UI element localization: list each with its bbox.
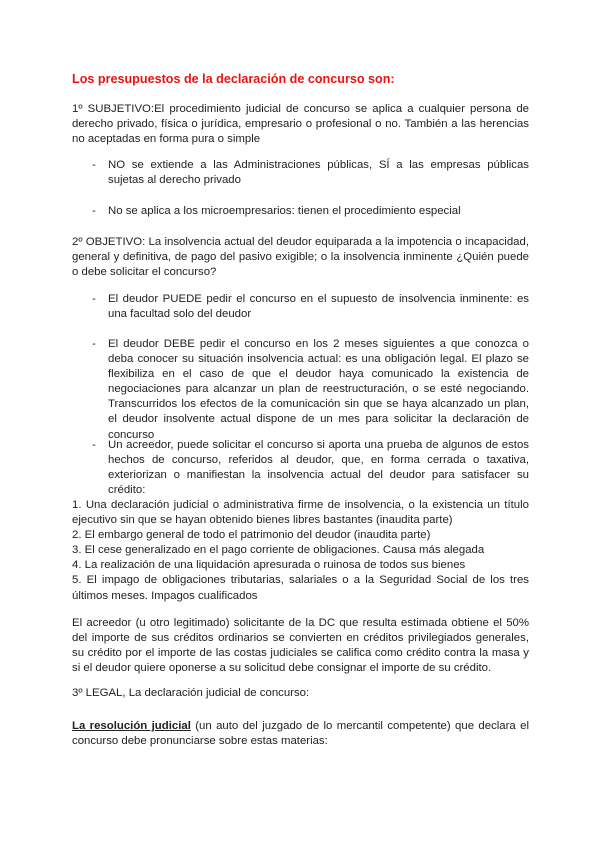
bullet-text: El deudor PUEDE pedir el concurso en el supuesto de insolvencia inminente: es una facultad solo del deudor	[108, 293, 529, 321]
bullet-text: No se aplica a los microempresarios: tienen el procedimiento especial	[108, 205, 461, 217]
bullet-text: Un acreedor, puede solicitar el concurso si aporta una prueba de algunos de estos hechos de concurso, referidos al deudor, que, en forma cerrada o taxativa, exteriorizan o manifiestan la insolvencia actual del deudor para satisfacer su crédito:	[108, 439, 529, 497]
bullet-item	[92, 292, 529, 322]
hecho-item: 1. Una declaración judicial o administrativa firme de insolvencia, o la existencia un título ejecutivo sin que se hayan obtenido bienes libres bastantes (inaudita parte)	[72, 499, 529, 527]
bullet-text: NO se extiende a las Administraciones públicas, SÍ a las empresas públicas sujetas al derecho privado	[108, 159, 529, 187]
bullet-dash: -	[92, 439, 96, 451]
bullet-item	[92, 438, 529, 498]
bullet-item	[92, 337, 529, 443]
resolucion-label: La resolución judicial	[72, 720, 191, 732]
resolucion-text: (un auto del juzgado de lo mercantil competente) que declara el concurso debe pronunciarse sobre estas materias:	[72, 720, 529, 748]
paragraph-subjetivo: 1º SUBJETIVO:El procedimiento judicial de concurso se aplica a cualquier persona de derecho privado, física o jurídica, empresario o profesional o no. También a las herencias no aceptadas en forma pura o simple	[72, 103, 529, 146]
hecho-item: 3. El cese generalizado en el pago corriente de obligaciones. Causa más alegada	[72, 544, 485, 557]
paragraph-objetivo: 2º OBJETIVO: La insolvencia actual del deudor equiparada a la impotencia o incapacidad, general y definitiva, de pago del pasivo exigible; o la insolvencia inminente ¿Quién puede o debe solicitar el concurso?	[72, 236, 529, 279]
bullet-text: El deudor DEBE pedir el concurso en los 2 meses siguientes a que conozca o deba conocer su situación insolvencia actual: es una obligación legal. El plazo se flexibiliza en el caso de que el deudor haya comunicado la existencia de negociaciones para alcanzar un plan de reestructuración, o se esté negociando. Transcurridos los efectos de la comunicación sin que se haya alcanzado un plan, el deudor insolvente actual dispone de un mes para solicitar la declaración de concurso	[108, 338, 529, 441]
bullet-item	[92, 158, 529, 188]
bullet-item	[92, 204, 529, 219]
paragraph-acreedor: El acreedor (u otro legitimado) solicitante de la DC que resulta estimada obtiene el 50% del importe de sus créditos ordinarios se convierten en créditos privilegiados generales, su crédito por el importe de las costas judiciales se califica como crédito contra la masa y si el deudor quiere oponerse a su solicitud debe consignar el importe de su crédito.	[72, 617, 529, 675]
hecho-item: 5. El impago de obligaciones tributarias, salariales o a la Seguridad Social de los tres últimos meses. Impagos cualificados	[72, 574, 529, 602]
bullet-dash: -	[92, 205, 96, 217]
hecho-item: 2. El embargo general de todo el patrimonio del deudor (inaudita parte)	[72, 529, 431, 542]
hechos-list	[72, 498, 529, 604]
bullet-dash: -	[92, 159, 96, 171]
bullet-dash: -	[92, 293, 96, 305]
hecho-item: 4. La realización de una liquidación apresurada o ruinosa de todos sus bienes	[72, 559, 466, 572]
bullet-dash: -	[92, 338, 96, 350]
document-title: Los presupuestos de la declaración de concurso son:	[72, 72, 395, 86]
paragraph-legal: 3º LEGAL, La declaración judicial de concurso:	[72, 687, 310, 699]
paragraph-resolucion	[72, 719, 529, 749]
